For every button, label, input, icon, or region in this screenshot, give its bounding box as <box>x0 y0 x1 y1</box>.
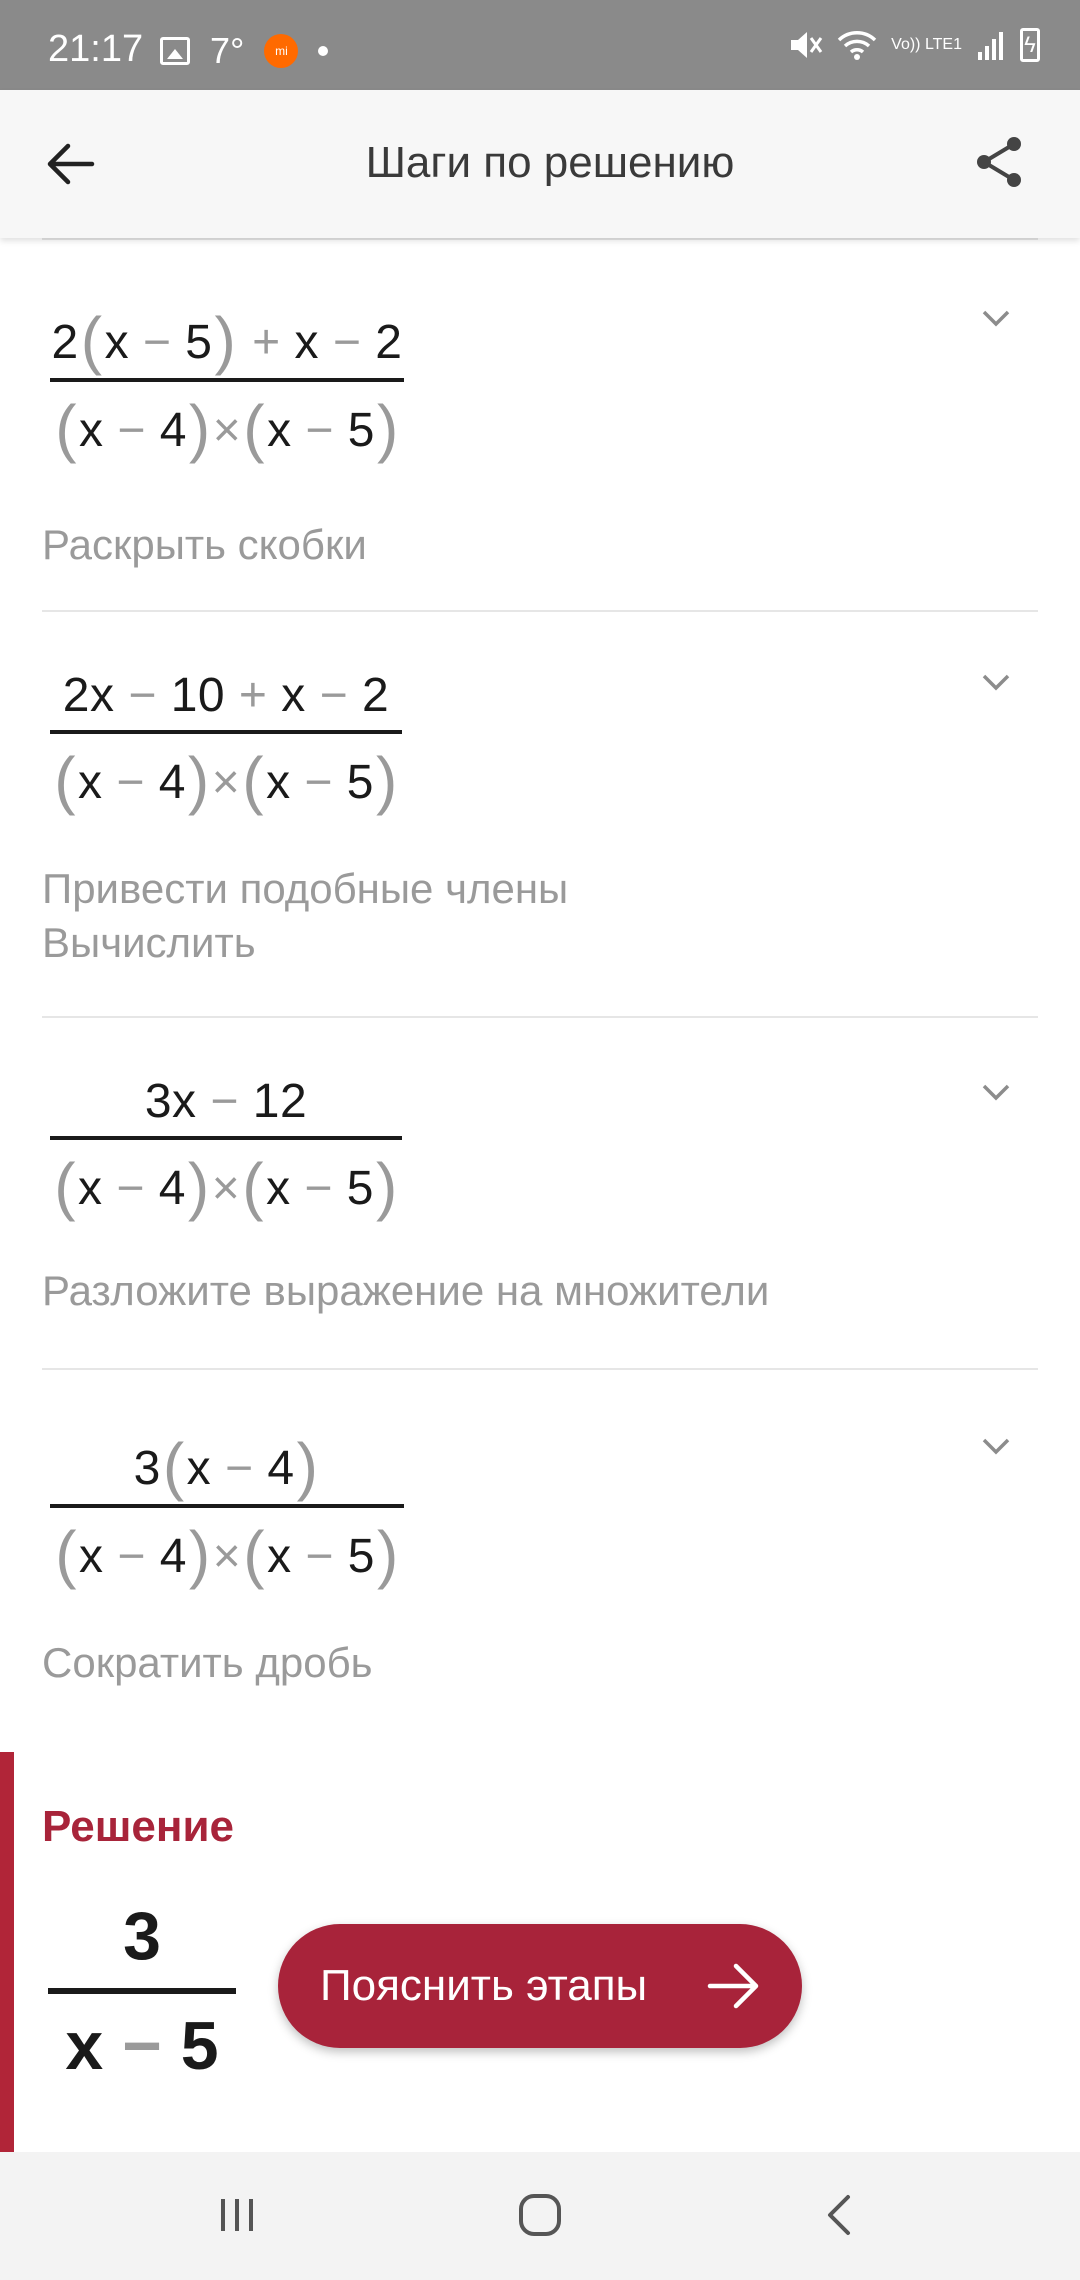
solution-steps <box>0 238 1080 1742</box>
solution-denominator: x − 5 <box>65 2008 219 2084</box>
signal-icon <box>976 28 1006 62</box>
step-expression <box>50 304 404 464</box>
app-bar <box>0 90 1080 238</box>
step-numerator: 3x − 12 <box>144 1075 308 1128</box>
solution-accent-bar <box>0 1752 14 2152</box>
step-item[interactable] <box>42 1368 1038 1742</box>
arrow-right-icon <box>706 1960 762 2012</box>
step-denominator: (x − 4)×(x − 5) <box>55 1518 399 1590</box>
fraction-bar <box>50 730 402 734</box>
step-item[interactable] <box>42 1016 1038 1368</box>
step-numerator: 2x − 10 + x − 2 <box>62 669 390 722</box>
chevron-down-icon[interactable] <box>976 298 1016 338</box>
step-numerator: 3(x − 4) <box>133 1430 319 1502</box>
back-button[interactable] <box>800 2180 880 2250</box>
status-temperature: 7° <box>210 30 245 71</box>
step-description: Сократить дробь <box>42 1639 373 1686</box>
step-denominator: (x − 4)×(x − 5) <box>55 392 399 464</box>
mi-app-icon: mi <box>264 34 298 68</box>
status-bar <box>0 0 1080 90</box>
back-chevron-icon <box>820 2191 860 2239</box>
explain-steps-button[interactable] <box>278 1924 802 2048</box>
page-title: Шаги по решению <box>365 138 735 187</box>
recent-apps-icon <box>215 2195 259 2235</box>
step-denominator: (x − 4)×(x − 5) <box>54 744 398 816</box>
step-description-secondary: Вычислить <box>42 919 256 966</box>
fraction-bar <box>50 1136 402 1140</box>
share-icon[interactable] <box>970 132 1030 192</box>
fraction-bar <box>48 1988 236 1994</box>
wifi-icon <box>837 28 877 62</box>
step-item[interactable] <box>42 610 1038 1016</box>
system-nav-bar <box>0 2152 1080 2280</box>
step-description: Разложите выражение на множители <box>42 1267 770 1314</box>
recent-apps-button[interactable] <box>197 2180 277 2250</box>
status-notifications <box>160 30 328 72</box>
battery-charging-icon <box>1020 28 1040 62</box>
solution-expression <box>48 1898 236 2084</box>
home-button[interactable] <box>500 2180 580 2250</box>
chevron-down-icon[interactable] <box>976 662 1016 702</box>
fraction-bar <box>50 378 404 382</box>
step-item[interactable] <box>42 238 1038 610</box>
step-description: Привести подобные члены <box>42 865 569 912</box>
step-expression <box>50 669 402 816</box>
solution-card <box>0 1752 1080 2152</box>
step-numerator: 2(x − 5) + x − 2 <box>51 304 403 376</box>
gallery-icon <box>160 37 190 65</box>
mute-icon <box>787 28 823 62</box>
status-system-icons <box>787 28 1040 62</box>
chevron-down-icon[interactable] <box>976 1426 1016 1466</box>
solution-numerator: 3 <box>123 1898 161 1974</box>
home-icon <box>516 2191 564 2239</box>
more-notifications-icon <box>318 46 328 56</box>
fraction-bar <box>50 1504 404 1508</box>
step-description: Раскрыть скобки <box>42 521 367 568</box>
network-type: Vo)) LTE1 <box>891 36 962 53</box>
chevron-down-icon[interactable] <box>976 1072 1016 1112</box>
explain-steps-label: Пояснить этапы <box>320 1961 648 2010</box>
step-expression <box>50 1430 404 1590</box>
step-expression <box>50 1075 402 1222</box>
step-denominator: (x − 4)×(x − 5) <box>54 1150 398 1222</box>
solution-heading: Решение <box>42 1802 234 1851</box>
status-time: 21:17 <box>48 28 144 70</box>
